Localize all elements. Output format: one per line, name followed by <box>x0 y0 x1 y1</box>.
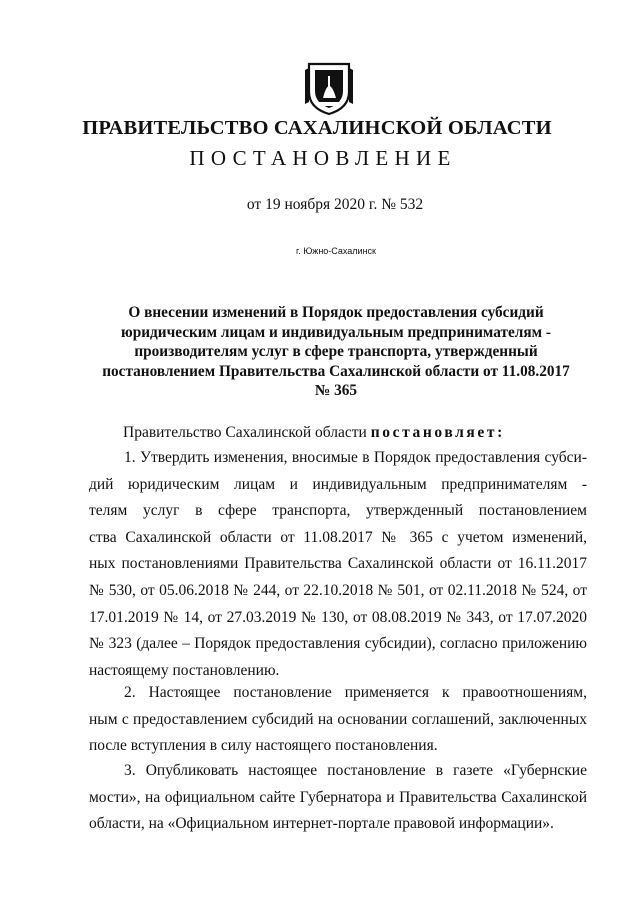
paragraph-line: 3. Опубликовать настоящее постановление в газете «Губернские <box>124 762 587 779</box>
paragraph-line: после вступления в силу настоящего постановления. <box>89 737 438 755</box>
paragraph-line: телям услуг в сфере транспорта, утвержденный постановлением <box>89 502 587 520</box>
subject-line: постановлением Правительства Сахалинской области от 11.08.2017 <box>102 362 570 380</box>
paragraph-line: 1. Утвердить изменения, вносимые в Порядок предоставления субси- <box>124 449 587 466</box>
preamble-verb: постановляет: <box>370 424 505 441</box>
paragraph-2 <box>89 680 587 760</box>
subject-line: О внесении изменений в Порядок предоставления субсидий <box>128 304 544 321</box>
paragraph-line: дий юридическим лицам и индивидуальным предпринимателям - <box>89 475 587 493</box>
document-subject <box>90 303 582 401</box>
paragraph-line: 17.01.2019 № 14, от 27.03.2019 № 130, от 08.08.2019 № 343, от 17.07.2020 <box>89 608 587 626</box>
government-title: ПРАВИТЕЛЬСТВО САХАЛИНСКОЙ ОБЛАСТИ <box>82 117 552 139</box>
document-type: ПОСТАНОВЛЕНИЕ <box>189 146 457 170</box>
paragraph-1 <box>89 445 587 684</box>
preamble-text: Правительство Сахалинской области <box>123 424 371 441</box>
subject-line: № 365 <box>314 382 358 400</box>
paragraph-line: 2. Настоящее постановление применяется к правоотношениям, <box>124 684 587 701</box>
paragraph-line: № 530, от 05.06.2018 № 244, от 22.10.2018 № 501, от 02.11.2018 № 524, от <box>89 581 587 599</box>
subject-line: производителям услуг в сфере транспорта, утвержденный <box>134 343 538 361</box>
paragraph-line: ных постановлениями Правительства Сахалинской области от 16.11.2017 <box>89 555 587 573</box>
preamble <box>123 424 505 442</box>
paragraph-line: ства Сахалинской области от 11.08.2017 № 365 с учетом изменений, <box>89 528 587 546</box>
paragraph-line: области, на «Официальном интернет-портале правовой информации». <box>89 815 554 833</box>
coat-of-arms-icon <box>303 58 355 116</box>
paragraph-line: настоящему постановлению. <box>89 661 280 679</box>
document-city: г. Южно-Сахалинск <box>296 246 376 256</box>
paragraph-line: ным с предоставлением субсидий на основании соглашений, заключенных <box>89 710 587 728</box>
paragraph-line: мости», на официальном сайте Губернатора и Правительства Сахалинской <box>89 788 587 806</box>
document-date-number: от 19 ноября 2020 г. № 532 <box>246 196 424 213</box>
paragraph-3 <box>89 758 587 838</box>
paragraph-line: № 323 (далее – Порядок предоставления субсидии), согласно приложению <box>89 635 587 653</box>
subject-line: юридическим лицам и индивидуальным предпринимателям - <box>121 323 551 341</box>
